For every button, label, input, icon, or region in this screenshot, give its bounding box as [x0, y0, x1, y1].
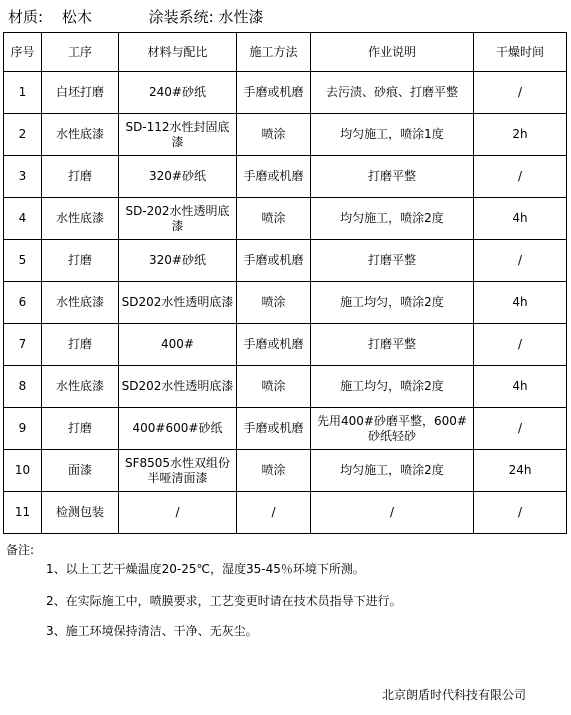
cell-seq: 8 — [4, 366, 42, 408]
cell-process: 水性底漆 — [42, 198, 119, 240]
cell-method: 喷涂 — [237, 366, 311, 408]
cell-seq: 1 — [4, 72, 42, 114]
cell-instructions: 均匀施工，喷涂1度 — [311, 114, 474, 156]
cell-process: 水性底漆 — [42, 114, 119, 156]
cell-method: 喷涂 — [237, 282, 311, 324]
cell-method: 手磨或机磨 — [237, 408, 311, 450]
table-row — [4, 240, 567, 282]
cell-process: 打磨 — [42, 156, 119, 198]
cell-instructions: 先用400#砂磨平整，600#砂纸轻砂 — [311, 408, 474, 450]
cell-instructions: / — [311, 492, 474, 534]
coating-system-label: 涂装系统: — [148, 8, 214, 26]
cell-process: 面漆 — [42, 450, 119, 492]
cell-drying-time: / — [474, 408, 567, 450]
cell-drying-time: 2h — [474, 114, 567, 156]
note-item: 3、施工环境保持清洁、干净、无灰尘。 — [46, 624, 258, 638]
cell-material: 400# — [119, 324, 237, 366]
cell-material: 240#砂纸 — [119, 72, 237, 114]
cell-material: SF8505水性双组份半哑清面漆 — [119, 450, 237, 492]
cell-method: 手磨或机磨 — [237, 240, 311, 282]
cell-drying-time: / — [474, 492, 567, 534]
cell-method: 手磨或机磨 — [237, 324, 311, 366]
table-row — [4, 198, 567, 240]
table-row — [4, 408, 567, 450]
cell-seq: 2 — [4, 114, 42, 156]
company-name: 北京朗盾时代科技有限公司 — [382, 688, 527, 702]
cell-drying-time: 24h — [474, 450, 567, 492]
cell-seq: 10 — [4, 450, 42, 492]
document-header — [8, 4, 264, 30]
cell-seq: 9 — [4, 408, 42, 450]
cell-material: / — [119, 492, 237, 534]
material-label: 材质: — [8, 8, 44, 26]
cell-method: 喷涂 — [237, 198, 311, 240]
col-header-method: 施工方法 — [237, 33, 311, 72]
col-header-drying-time: 干燥时间 — [474, 33, 567, 72]
cell-method: / — [237, 492, 311, 534]
cell-instructions: 施工均匀，喷涂2度 — [311, 282, 474, 324]
material-value: 松木 — [61, 8, 92, 26]
cell-method: 手磨或机磨 — [237, 156, 311, 198]
cell-material: SD-202水性透明底漆 — [119, 198, 237, 240]
cell-drying-time: / — [474, 240, 567, 282]
cell-seq: 3 — [4, 156, 42, 198]
cell-instructions: 均匀施工，喷涂2度 — [311, 450, 474, 492]
cell-process: 白坯打磨 — [42, 72, 119, 114]
cell-instructions: 打磨平整 — [311, 324, 474, 366]
cell-drying-time: / — [474, 156, 567, 198]
cell-material: 400#600#砂纸 — [119, 408, 237, 450]
cell-seq: 4 — [4, 198, 42, 240]
cell-seq: 11 — [4, 492, 42, 534]
cell-material: SD202水性透明底漆 — [119, 366, 237, 408]
table-row — [4, 366, 567, 408]
table-row — [4, 450, 567, 492]
cell-drying-time: 4h — [474, 366, 567, 408]
cell-process: 水性底漆 — [42, 282, 119, 324]
col-header-instructions: 作业说明 — [311, 33, 474, 72]
cell-instructions: 去污渍、砂痕、打磨平整 — [311, 72, 474, 114]
cell-drying-time: 4h — [474, 198, 567, 240]
cell-process: 水性底漆 — [42, 366, 119, 408]
table-header-row — [4, 33, 567, 72]
cell-material: SD-112水性封固底漆 — [119, 114, 237, 156]
table-row — [4, 72, 567, 114]
table-row — [4, 324, 567, 366]
cell-process: 检测包装 — [42, 492, 119, 534]
cell-drying-time: 4h — [474, 282, 567, 324]
cell-method: 喷涂 — [237, 450, 311, 492]
cell-method: 手磨或机磨 — [237, 72, 311, 114]
col-header-seq: 序号 — [4, 33, 42, 72]
cell-process: 打磨 — [42, 408, 119, 450]
cell-drying-time: / — [474, 324, 567, 366]
col-header-material: 材料与配比 — [119, 33, 237, 72]
process-table — [3, 32, 567, 534]
note-item: 2、在实际施工中，喷膜要求，工艺变更时请在技术员指导下进行。 — [46, 594, 402, 608]
cell-material: SD202水性透明底漆 — [119, 282, 237, 324]
cell-seq: 6 — [4, 282, 42, 324]
cell-process: 打磨 — [42, 240, 119, 282]
cell-method: 喷涂 — [237, 114, 311, 156]
coating-system-value: 水性漆 — [218, 8, 264, 26]
cell-instructions: 打磨平整 — [311, 156, 474, 198]
note-item: 1、以上工艺干燥温度20-25℃，湿度35-45％环境下所测。 — [46, 562, 365, 576]
cell-process: 打磨 — [42, 324, 119, 366]
cell-seq: 5 — [4, 240, 42, 282]
cell-instructions: 施工均匀，喷涂2度 — [311, 366, 474, 408]
cell-drying-time: / — [474, 72, 567, 114]
cell-instructions: 打磨平整 — [311, 240, 474, 282]
table-row — [4, 282, 567, 324]
notes-title: 备注: — [6, 543, 35, 557]
cell-seq: 7 — [4, 324, 42, 366]
cell-material: 320#砂纸 — [119, 156, 237, 198]
table-row — [4, 492, 567, 534]
cell-material: 320#砂纸 — [119, 240, 237, 282]
cell-instructions: 均匀施工，喷涂2度 — [311, 198, 474, 240]
col-header-process: 工序 — [42, 33, 119, 72]
table-row — [4, 114, 567, 156]
table-row — [4, 156, 567, 198]
